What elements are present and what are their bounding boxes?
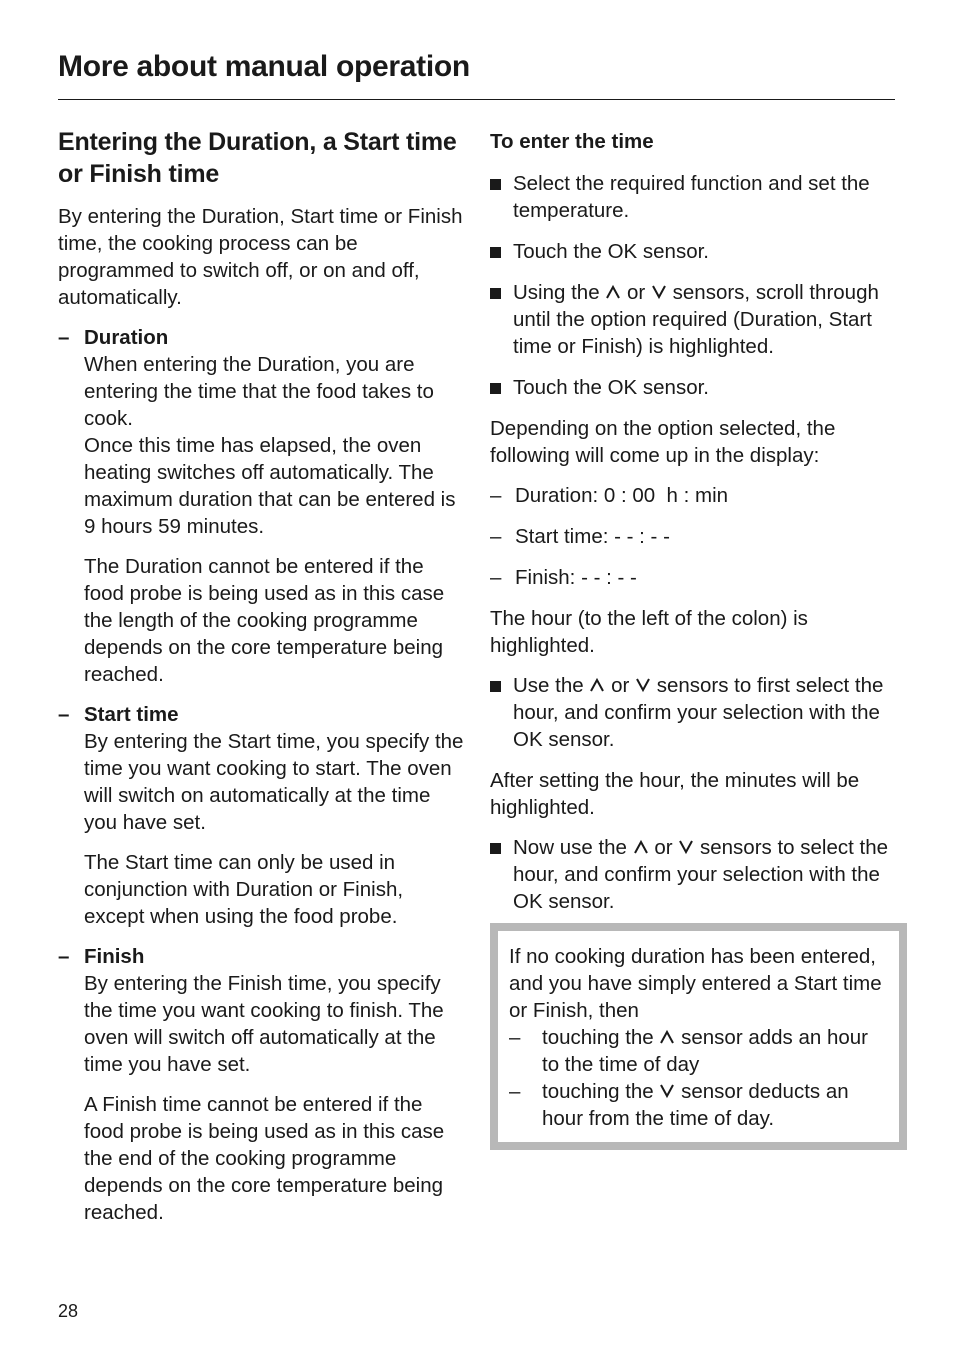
display-option-text: Finish: - - : - - <box>515 566 637 589</box>
square-bullet-icon <box>490 383 501 394</box>
display-option-finish <box>490 564 900 591</box>
dash-marker: – <box>509 1080 521 1103</box>
info-note-box <box>490 923 907 1150</box>
dash-marker: – <box>509 1026 521 1049</box>
start-time-item <box>58 701 468 930</box>
step-text-b: sensors to select the hour, and confirm your selection with the OK sensor. <box>513 836 889 913</box>
chevron-up-icon <box>633 839 649 855</box>
note-intro: If no cooking duration has been entered, and you have simply entered a Start time or Finish, then <box>509 945 882 1022</box>
page-number: 28 <box>58 1301 79 1321</box>
dash-marker: – <box>490 525 502 548</box>
depending-paragraph: Depending on the option selected, the following will come up in the display: <box>490 417 836 467</box>
step-text: Touch the OK sensor. <box>513 240 710 263</box>
section-heading: Entering the Duration, a Start time or Finish time <box>58 128 457 188</box>
after-hour-paragraph: After setting the hour, the minutes will be highlighted. <box>490 769 860 819</box>
note-text-a: touching the <box>542 1026 654 1049</box>
dash-marker: – <box>490 566 502 589</box>
step-text-or: or <box>627 281 646 304</box>
square-bullet-icon <box>490 179 501 190</box>
step-text-a: Now use the <box>513 836 627 859</box>
note-line-down <box>509 1078 883 1132</box>
hour-highlight-paragraph: The hour (to the left of the colon) is highlighted. <box>490 607 808 657</box>
step-text-b: sensors to first select the hour, and confirm your selection with the OK sensor. <box>513 674 884 751</box>
finish-item <box>58 943 468 1226</box>
note-text-b: sensor deducts an hour from the time of day. <box>542 1080 849 1130</box>
step-text-a: Using the <box>513 281 600 304</box>
duration-label: Duration <box>84 326 169 349</box>
display-option-text: Duration: 0 : 00 h : min <box>515 484 729 507</box>
display-option-duration <box>490 482 900 509</box>
dash-marker: – <box>490 484 502 507</box>
page-title: More about manual operation <box>58 50 470 83</box>
duration-item <box>58 324 468 688</box>
square-bullet-icon <box>490 247 501 258</box>
finish-label: Finish <box>84 945 145 968</box>
dash-marker: – <box>58 945 70 968</box>
duration-note: The Duration cannot be entered if the food probe is being used as in this case the length of the cooking programme depends on the core temperature being reached. <box>84 555 445 686</box>
chevron-down-icon <box>659 1083 675 1099</box>
chevron-up-icon <box>605 284 621 300</box>
start-time-text: By entering the Start time, you specify the time you want cooking to start. The oven will switch on automatically at the time you have set. <box>84 730 464 834</box>
duration-text-2: Once this time has elapsed, the oven heating switches off automatically. The maximum duration that can be entered is 9 hours 59 minutes. <box>84 434 456 538</box>
chevron-up-icon <box>659 1029 675 1045</box>
step-select-hour <box>490 672 900 753</box>
start-time-note: The Start time can only be used in conjunction with Duration or Finish, except when using the food probe. <box>84 851 404 928</box>
display-option-text: Start time: - - : - - <box>515 525 670 548</box>
finish-note: A Finish time cannot be entered if the food probe is being used as in this case the end of the cooking programme depends on the core temperature being reached. <box>84 1093 445 1224</box>
chevron-down-icon <box>635 677 651 693</box>
chevron-down-icon <box>651 284 667 300</box>
note-line-up <box>509 1024 883 1078</box>
step-touch-ok-2 <box>490 374 900 401</box>
chevron-down-icon <box>678 839 694 855</box>
duration-text: When entering the Duration, you are entering the time that the food takes to cook. <box>84 353 434 430</box>
dash-marker: – <box>58 703 70 726</box>
finish-text: By entering the Finish time, you specify the time you want cooking to finish. The oven will switch off automatically at the time you have set. <box>84 972 444 1076</box>
note-text-b: sensor adds an hour to the time of day <box>542 1026 869 1076</box>
step-scroll-options <box>490 279 900 360</box>
title-divider <box>58 99 895 100</box>
step-text-a: Use the <box>513 674 584 697</box>
left-column <box>58 126 468 1226</box>
square-bullet-icon <box>490 288 501 299</box>
step-text-or: or <box>611 674 630 697</box>
step-select-minutes <box>490 834 900 915</box>
right-column <box>490 128 900 1150</box>
dash-marker: – <box>58 326 70 349</box>
step-text: Select the required function and set the temperature. <box>513 172 870 222</box>
intro-paragraph: By entering the Duration, Start time or Finish time, the cooking process can be programmed to switch off, or on and off, automatically. <box>58 205 463 309</box>
chevron-up-icon <box>589 677 605 693</box>
step-touch-ok <box>490 238 900 265</box>
step-text: Touch the OK sensor. <box>513 376 710 399</box>
note-text-a: touching the <box>542 1080 654 1103</box>
procedure-heading: To enter the time <box>490 130 654 153</box>
display-option-start-time <box>490 523 900 550</box>
square-bullet-icon <box>490 681 501 692</box>
step-text-b: sensors, scroll through until the option required (Duration, Start time or Finish) is highlighted. <box>513 281 879 358</box>
step-text-or: or <box>654 836 673 859</box>
square-bullet-icon <box>490 843 501 854</box>
step-select-function <box>490 170 900 224</box>
start-time-label: Start time <box>84 703 179 726</box>
